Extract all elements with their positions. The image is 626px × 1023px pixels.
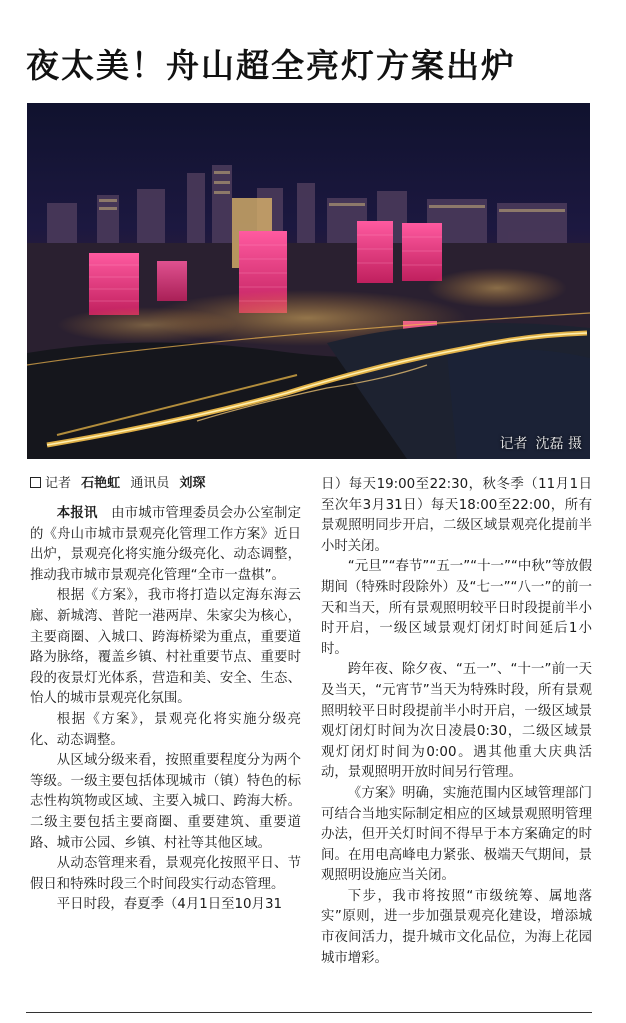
cityscape-illustration [27,103,590,459]
photo-credit-role: 记者 [499,436,528,452]
bottom-divider [26,1012,592,1013]
article-headline: 夜太美！舟山超全亮灯方案出炉 [26,46,516,85]
byline [30,472,211,491]
night-cityscape-photo [27,103,590,459]
article-paragraph: 《方案》明确，实施范围内区域管理部门可结合当地实际制定相应的区域景观照明管理办法，但开关灯时间不得早于本方案确定的时间。在用电高峰电力紧张、极端天气期间，景观照明设施应当关闭。 [321,785,592,884]
article-column-left [30,504,301,916]
byline-reporter-name: 石艳虹 [81,476,121,491]
article-paragraph [30,504,301,586]
article-column-right [321,475,592,969]
byline-box-icon [30,477,41,488]
article-paragraph: “元旦”“春节”“五一”“十一”“中秋”等放假期间（特殊时段除外）及“七一”“八一”的前一天和当天，所有景观照明较平日时段提前半小时开启，一级区域景观灯闭灯时间延后1小时。 [321,559,592,657]
photo-credit-suffix: 摄 [568,436,582,452]
photo-credit-name: 沈磊 [535,436,564,452]
byline-reporter-role: 记者 [45,476,72,491]
article-paragraph-text: 由市城市管理委员会办公室制定的《舟山市城市景观亮化管理工作方案》近日出炉，景观亮化将实施分级亮化、动态调整，推动我市城市景观亮化管理“全市一盘棋”。 [30,506,302,583]
photo-credit [500,433,582,453]
article-paragraph: 跨年夜、除夕夜、“五一”、“十一”前一天及当天，“元宵节”当天为特殊时段，所有景观照明较平日时段提前半小时开启，一级区域景观灯闭灯时间为次日凌晨0:30，二级区域景观灯闭灯时间为0:00。遇其他重大庆典活动，景观照明开放时间另行管理。 [321,662,592,781]
article-paragraph: 根据《方案》，景观亮化将实施分级亮化、动态调整。 [30,711,301,748]
article-paragraph: 日）每天19:00至22:30，秋冬季（11月1日至次年3月31日）每天18:00至22:00，所有景观照明同步开启，二级区域景观亮化提前半小时关闭。 [321,477,592,554]
article-paragraph: 下步，我市将按照“市级统筹、属地落实”原则，进一步加强景观亮化建设，增添城市夜间活力，提升城市文化品位，为海上花园城市增彩。 [321,888,592,966]
article-paragraph: 从动态管理来看，景观亮化按照平日、节假日和特殊时段三个时间段实行动态管理。 [30,856,301,892]
article-paragraph: 根据《方案》，我市将打造以定海东海云廊、新城湾、普陀一港两岸、朱家尖为核心，主要商圈、入城口、跨海桥梁为重点，重要道路为脉络，覆盖乡镇、村社重要节点、重要时段的夜景灯光体系，营造和美、安全、生态、怡人的城市景观亮化氛围。 [30,588,301,707]
article-paragraph: 平日时段，春夏季（4月1日至10月31 [56,897,282,913]
article-lead: 本报讯 [56,506,98,521]
byline-correspondent-name: 刘琛 [179,476,206,491]
byline-correspondent-role: 通讯员 [130,476,170,491]
article-paragraph: 从区域分级来看，按照重要程度分为两个等级。一级主要包括体现城市（镇）特色的标志性构筑物或区域、主要入城口、跨海大桥。二级主要包括主要商圈、重要建筑、重要道路、城市公园、乡镇、村社等其他区域。 [30,753,301,851]
